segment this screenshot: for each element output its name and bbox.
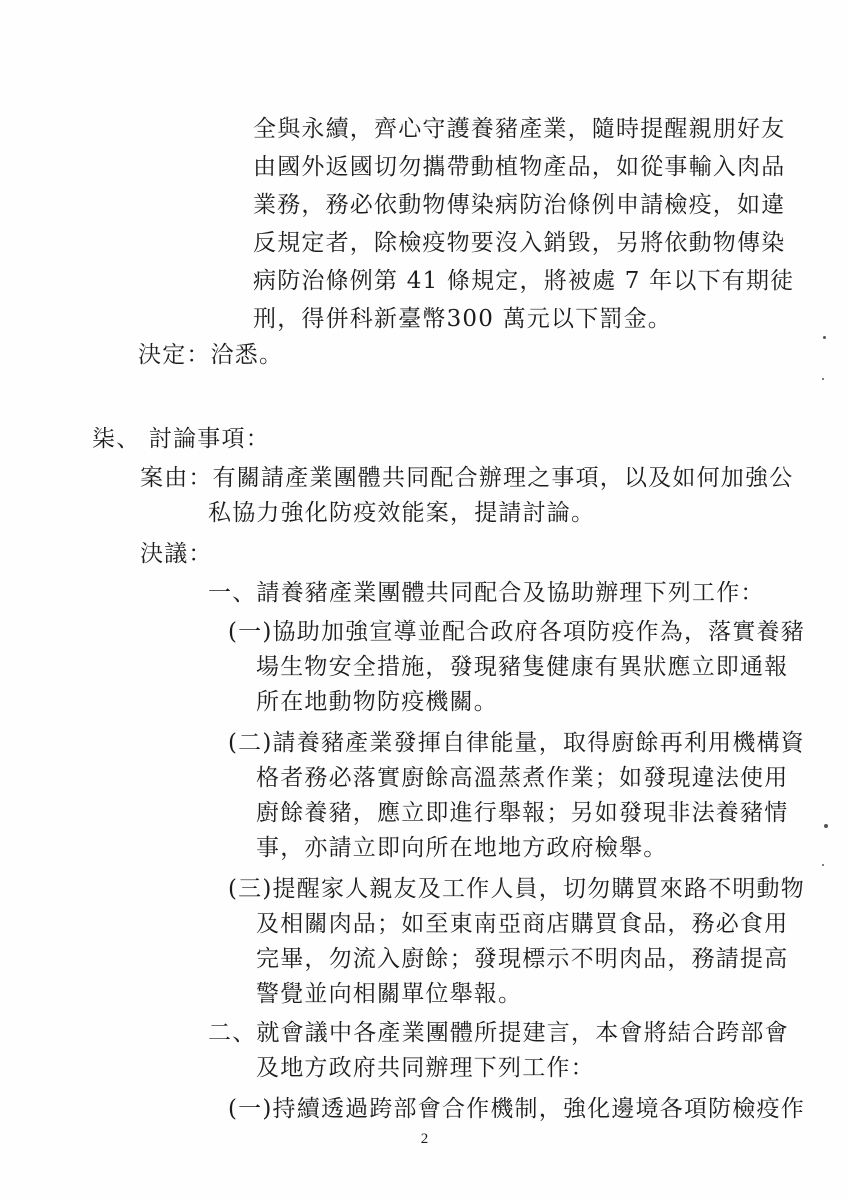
- sub-item-line: 格者務必落實廚餘高溫蒸煮作業；如發現違法使用: [256, 765, 789, 791]
- paragraph-line: 病防治條例第 41 條規定，將被處 7 年以下有期徒: [253, 268, 795, 294]
- section-heading: 柒、 討論事項：: [92, 426, 270, 452]
- scan-speck: [822, 864, 824, 866]
- decision-text: 決定：洽悉。: [138, 342, 284, 368]
- sub-item-line: 及相關肉品；如至東南亞商店購買食品，務必食用: [256, 911, 789, 937]
- paragraph-line: 反規定者，除檢疫物要沒入銷毀，另將依動物傳染: [253, 230, 786, 256]
- sub-item-line: 場生物安全措施，發現豬隻健康有異狀應立即通報: [256, 654, 789, 680]
- case-line: 案由：有關請產業團體共同配合辦理之事項，以及如何加強公: [140, 465, 794, 491]
- sub-item-line: 所在地動物防疫機關。: [256, 689, 498, 715]
- sub-item-line: (一)協助加強宣導並配合政府各項防疫作為，落實養豬: [228, 619, 805, 645]
- paragraph-line: 由國外返國切勿攜帶動植物產品，如從事輸入肉品: [253, 154, 786, 180]
- paragraph-line: 刑，得併科新臺幣300 萬元以下罰金。: [253, 306, 673, 332]
- resolution-heading: 決議：: [140, 541, 213, 567]
- scan-speck: [822, 378, 824, 380]
- paragraph-line: 業務，務必依動物傳染病防治條例申請檢疫，如違: [253, 192, 786, 218]
- sub-item-line: 完畢，勿流入廚餘；發現標示不明肉品，務請提高: [256, 946, 789, 972]
- item-title: 二、就會議中各產業團體所提建言，本會將結合跨部會: [208, 1020, 789, 1046]
- sub-item-line: (二)請養豬產業發揮自律能量，取得廚餘再利用機構資: [228, 730, 805, 756]
- case-line: 私協力強化防疫效能案，提請討論。: [208, 500, 596, 526]
- item-title: 及地方政府共同辦理下列工作：: [256, 1055, 595, 1081]
- page-number: 2: [420, 1131, 429, 1147]
- sub-item-line: (三)提醒家人親友及工作人員，切勿購買來路不明動物: [228, 876, 805, 902]
- scan-speck: [823, 336, 826, 339]
- sub-item-line: (一)持續透過跨部會合作機制，強化邊境各項防檢疫作: [228, 1096, 805, 1122]
- item-title: 一、請養豬產業團體共同配合及協助辦理下列工作：: [208, 580, 765, 606]
- scan-speck: [824, 824, 828, 828]
- sub-item-line: 警覺並向相關單位舉報。: [256, 981, 523, 1007]
- sub-item-line: 廚餘養豬，應立即進行舉報；另如發現非法養豬情: [256, 800, 789, 826]
- paragraph-line: 全與永續，齊心守護養豬產業，隨時提醒親朋好友: [253, 116, 786, 142]
- sub-item-line: 事，亦請立即向所在地地方政府檢舉。: [256, 835, 668, 861]
